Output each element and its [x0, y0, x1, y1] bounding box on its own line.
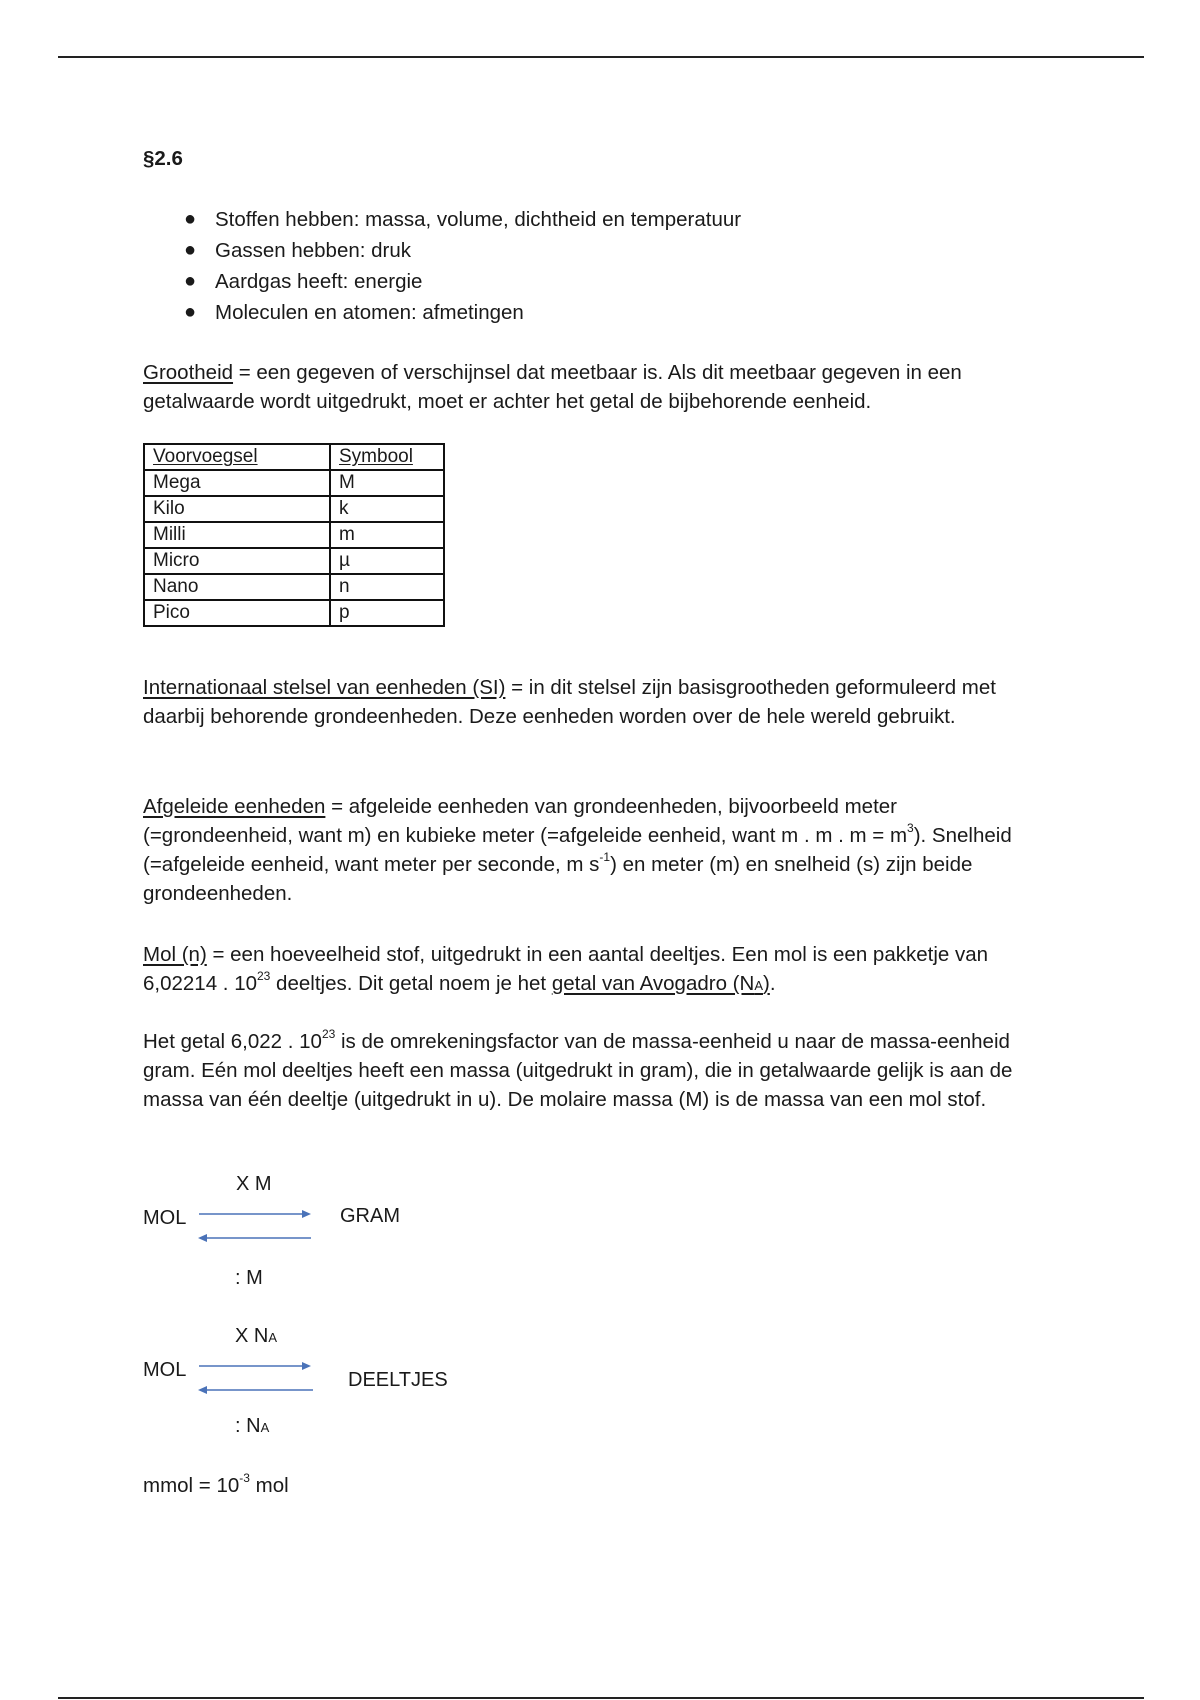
bullet-icon: ● [184, 208, 197, 230]
mol-label: MOL [143, 1359, 187, 1381]
mol-label: MOL [143, 1207, 187, 1229]
mmol-line: mmol = $10^{-3}$ mol [143, 1471, 289, 1497]
footer-rule [58, 1697, 1144, 1699]
multiply-na-label: X NA [235, 1325, 278, 1347]
prefix-table [143, 443, 445, 627]
conversion-arrows-icon [193, 1206, 323, 1238]
table-row: Nano n [144, 574, 444, 600]
column-header: Voorvoegsel [153, 446, 258, 467]
bullet-icon: ● [184, 270, 197, 292]
getal-paragraph: Het getal 6,022 . $10^{23}$ is de omrekeningsfactor van de massa-eenheid u naar de massa-eenheid gram. Eén mol deeltjes heeft een massa (uitgedrukt in gram), die in getalwaarde gelijk is aan de massa van één deeltje (uitgedrukt in u). De molaire massa (M) is de massa van een mol stof. [143, 1027, 1013, 1111]
list-item: ● Gassen hebben: druk [143, 235, 741, 266]
si-term: Internationaal stelsel van eenheden (SI) [143, 676, 506, 699]
table-row: Pico p [144, 600, 444, 626]
bullet-icon: ● [184, 301, 197, 323]
table-row: Milli m [144, 522, 444, 548]
table-row: Kilo k [144, 496, 444, 522]
grootheid-term: Grootheid [143, 361, 234, 384]
list-item: ● Moleculen en atomen: afmetingen [143, 297, 741, 328]
table-row: Micro µ [144, 548, 444, 574]
grootheid-paragraph: Grootheid = een gegeven of verschijnsel dat meetbaar is. Als dit meetbaar gegeven in een getalwaarde wordt uitgedrukt, moet er achter het getal de bijbehorende eenheid. [143, 361, 962, 413]
list-item: ● Aardgas heeft: energie [143, 266, 741, 297]
mol-term: Mol (n) [143, 943, 207, 966]
header-rule [58, 56, 1144, 58]
mol-paragraph: Mol (n) = een hoeveelheid stof, uitgedrukt in een aantal deeltjes. Een mol is een pakketje van 6,02214 . $10^{23}$ deeltjes. Dit getal noem je het getal van Avogadro (NA). [143, 943, 989, 995]
si-paragraph: Internationaal stelsel van eenheden (SI) = in dit stelsel zijn basisgrootheden geformuleerd met daarbij behorende grondeenheden. Deze eenheden worden over de hele wereld gebruikt. [143, 676, 996, 728]
conversion-arrows-icon [193, 1358, 323, 1390]
deeltjes-label: DEELTJES [348, 1369, 448, 1391]
avogadro-term: getal van Avogadro (NA) [551, 972, 770, 995]
divide-m-label: : M [235, 1267, 263, 1289]
section-heading: §2.6 [143, 147, 183, 170]
multiply-m-label: X M [236, 1173, 272, 1195]
table-row: Mega M [144, 470, 444, 496]
column-header: Symbool [339, 446, 413, 467]
afgeleid-paragraph: Afgeleide eenheden = afgeleide eenheden van grondeenheden, bijvoorbeeld meter (=grondeenheid, want m) en kubieke meter (=afgeleide eenheid, want m . m . $m = m^3$). Snelheid (=afgeleide eenheid, want meter per seconde, m $s^{-1}$) en meter (m) en snelheid (s) zijn beide grondeenheden. [143, 795, 1012, 905]
gram-label: GRAM [340, 1205, 400, 1227]
list-item: ● Stoffen hebben: massa, volume, dichtheid en temperatuur [143, 204, 741, 235]
table-header-row [144, 444, 444, 470]
afgeleid-term: Afgeleide eenheden [143, 795, 326, 818]
divide-na-label: : NA [235, 1415, 270, 1437]
bullet-icon: ● [184, 239, 197, 261]
bullet-list [143, 204, 741, 328]
